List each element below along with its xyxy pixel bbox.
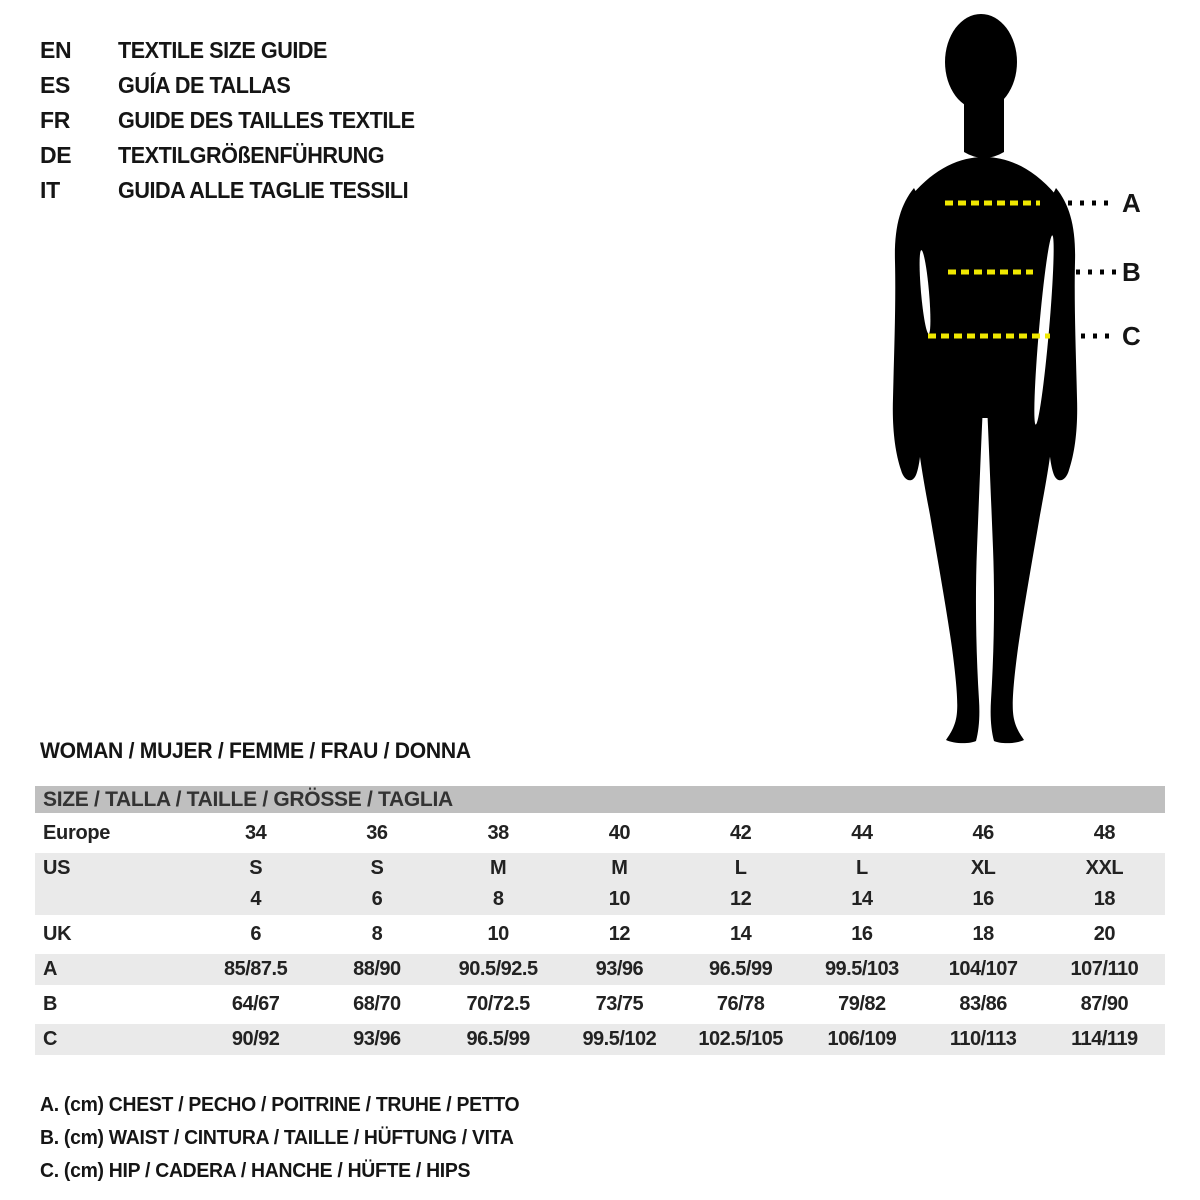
table-cell: 20 <box>1093 923 1115 945</box>
table-cell: 12 <box>608 923 630 945</box>
language-row-en <box>40 33 434 68</box>
table-cell: 85/87.5 <box>224 958 288 980</box>
row-label: A <box>43 958 58 980</box>
table-cell: 79/82 <box>838 993 886 1015</box>
table-cell: 42 <box>730 822 752 844</box>
language-title-list <box>40 33 434 208</box>
table-cell: 34 <box>245 822 267 844</box>
row-label: UK <box>43 923 72 945</box>
language-code: ES <box>40 72 71 98</box>
table-cell: 6 <box>250 923 261 945</box>
table-cell: 90.5/92.5 <box>458 958 538 980</box>
language-code: FR <box>40 107 71 133</box>
table-cell: 16 <box>972 888 994 910</box>
table-row-uk <box>35 919 1165 950</box>
size-table <box>35 786 1165 1059</box>
section-heading-woman: WOMAN / MUJER / FEMME / FRAU / DONNA <box>40 738 471 763</box>
table-cell: 40 <box>608 822 630 844</box>
table-cell: 10 <box>608 888 630 910</box>
marker-label-b: B <box>1122 257 1141 287</box>
table-cell: 83/86 <box>959 993 1007 1015</box>
table-cell: 64/67 <box>231 993 280 1015</box>
table-cell: 4 <box>250 888 261 910</box>
language-row-it <box>40 173 434 208</box>
table-cell: 102.5/105 <box>698 1028 783 1050</box>
table-cell: 93/96 <box>353 1028 401 1050</box>
row-label: Europe <box>43 822 111 844</box>
row-label: US <box>43 857 71 879</box>
table-cell: 48 <box>1093 822 1115 844</box>
measurement-legend <box>40 1089 534 1188</box>
row-label: C <box>43 1028 58 1050</box>
table-cell: 14 <box>730 923 752 945</box>
table-cell: M <box>611 857 628 879</box>
marker-label-a: A <box>1122 188 1141 218</box>
measurement-figure <box>850 0 1200 760</box>
table-cell: 14 <box>851 888 873 910</box>
table-cell: 107/110 <box>1070 958 1139 980</box>
woman-silhouette-icon <box>850 0 1200 760</box>
table-cell: 38 <box>487 822 509 844</box>
table-cell: 70/72.5 <box>466 993 530 1015</box>
table-cell: 99.5/102 <box>582 1028 657 1050</box>
table-cell: 68/70 <box>353 993 401 1015</box>
table-cell: 96.5/99 <box>709 958 773 980</box>
legend-item-chest: A. (cm) CHEST / PECHO / POITRINE / TRUHE / PETTO <box>40 1094 520 1116</box>
table-cell: S <box>370 857 384 879</box>
table-cell: 93/96 <box>595 958 644 980</box>
table-cell: 12 <box>730 888 752 910</box>
table-cell: 18 <box>1093 888 1115 910</box>
language-row-fr <box>40 103 434 138</box>
table-cell: 99.5/103 <box>824 958 899 980</box>
table-cell: 106/109 <box>827 1028 897 1050</box>
row-label <box>35 884 195 915</box>
table-cell: XXL <box>1085 857 1124 879</box>
table-row-waist-b <box>35 989 1165 1020</box>
language-code: EN <box>40 37 72 63</box>
table-cell: 114/119 <box>1071 1028 1138 1050</box>
table-cell: 104/107 <box>948 958 1018 980</box>
table-row-hip-c <box>35 1024 1165 1055</box>
table-cell: 46 <box>972 822 994 844</box>
table-cell: 87/90 <box>1080 993 1129 1015</box>
language-code: IT <box>40 177 60 203</box>
table-row-us-letters <box>35 853 1165 884</box>
table-cell: 110/113 <box>949 1028 1017 1050</box>
table-row-europe <box>35 818 1165 849</box>
table-header-size: SIZE / TALLA / TAILLE / GRÖSSE / TAGLIA <box>35 786 1165 813</box>
language-title: GUIDA ALLE TAGLIE TESSILI <box>118 177 409 203</box>
table-cell: 88/90 <box>353 958 401 980</box>
table-cell: 6 <box>371 888 383 910</box>
table-cell: 76/78 <box>716 993 765 1015</box>
table-cell: L <box>734 857 747 879</box>
table-cell: 90/92 <box>231 1028 280 1050</box>
table-cell: 10 <box>487 923 509 945</box>
table-cell: 36 <box>366 822 388 844</box>
row-label: B <box>43 993 58 1015</box>
table-cell: 96.5/99 <box>466 1028 530 1050</box>
table-cell: 18 <box>972 923 994 945</box>
legend-item-hip: C. (cm) HIP / CADERA / HANCHE / HÜFTE / HIPS <box>40 1160 471 1182</box>
language-row-de <box>40 138 434 173</box>
legend-item-waist: B. (cm) WAIST / CINTURA / TAILLE / HÜFTUNG / VITA <box>40 1127 514 1149</box>
language-title: TEXTILE SIZE GUIDE <box>118 37 327 63</box>
marker-label-c: C <box>1122 321 1141 351</box>
table-cell: 16 <box>851 923 873 945</box>
language-title: GUÍA DE TALLAS <box>118 72 291 98</box>
table-cell: 8 <box>492 888 504 910</box>
language-row-es <box>40 68 434 103</box>
language-title: GUIDE DES TAILLES TEXTILE <box>118 107 415 133</box>
table-cell: 8 <box>371 923 383 945</box>
table-cell: XL <box>970 857 996 879</box>
table-row-chest-a <box>35 954 1165 985</box>
language-title: TEXTILGRÖßENFÜHRUNG <box>118 142 385 168</box>
table-cell: S <box>249 857 263 879</box>
table-cell: 73/75 <box>595 993 644 1015</box>
language-code: DE <box>40 142 72 168</box>
table-row-us-numbers <box>35 884 1165 915</box>
table-cell: M <box>490 857 507 879</box>
table-cell: 44 <box>851 822 873 844</box>
table-cell: L <box>856 857 868 879</box>
